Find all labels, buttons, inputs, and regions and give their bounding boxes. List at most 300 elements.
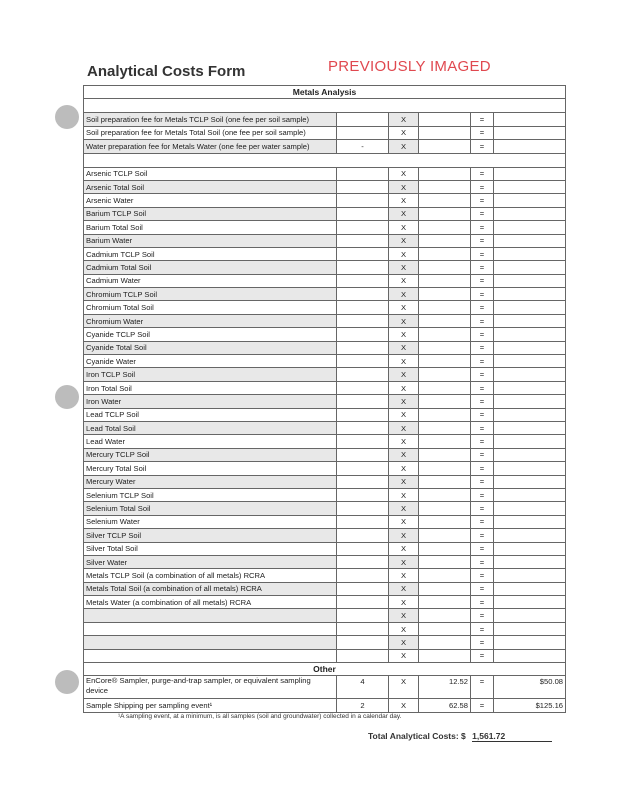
line-total-cell xyxy=(494,488,566,501)
analytical-costs-table xyxy=(83,85,566,713)
unit-cost-cell xyxy=(419,435,471,448)
form-title: Analytical Costs Form xyxy=(87,63,246,80)
times-sign: X xyxy=(389,207,419,220)
unit-cost-cell xyxy=(419,529,471,542)
unit-cost-cell xyxy=(419,421,471,434)
metal-analysis-row xyxy=(84,462,566,475)
unit-cost-cell xyxy=(419,448,471,461)
metal-analysis-row xyxy=(84,234,566,247)
metal-analysis-row xyxy=(84,381,566,394)
item-description: Selenium Water xyxy=(84,515,337,528)
line-total-cell xyxy=(494,609,566,622)
line-total-cell xyxy=(494,207,566,220)
times-sign: X xyxy=(389,622,419,635)
item-description: Mercury Total Soil xyxy=(84,462,337,475)
line-total-cell xyxy=(494,274,566,287)
line-total-cell xyxy=(494,649,566,662)
quantity-cell xyxy=(337,408,389,421)
quantity-cell xyxy=(337,288,389,301)
quantity-cell xyxy=(337,636,389,649)
metal-analysis-row xyxy=(84,636,566,649)
equals-sign: = xyxy=(471,448,494,461)
unit-cost-cell xyxy=(419,488,471,501)
quantity-cell xyxy=(337,301,389,314)
line-total-cell: $125.16 xyxy=(494,699,566,712)
unit-cost-cell xyxy=(419,180,471,193)
item-description: Arsenic Total Soil xyxy=(84,180,337,193)
equals-sign: = xyxy=(471,355,494,368)
line-total-cell xyxy=(494,221,566,234)
line-total-cell xyxy=(494,408,566,421)
times-sign: X xyxy=(389,649,419,662)
equals-sign: = xyxy=(471,341,494,354)
metal-analysis-row xyxy=(84,355,566,368)
unit-cost-cell xyxy=(419,328,471,341)
metal-analysis-row xyxy=(84,314,566,327)
item-description: Silver TCLP Soil xyxy=(84,529,337,542)
item-description: Cadmium TCLP Soil xyxy=(84,247,337,260)
equals-sign: = xyxy=(471,596,494,609)
prep-fee-row xyxy=(84,126,566,139)
item-description: EnCore® Sampler, purge-and-trap sampler, or equivalent sampling device xyxy=(84,676,337,699)
unit-cost-cell xyxy=(419,261,471,274)
quantity-cell xyxy=(337,234,389,247)
line-total-cell xyxy=(494,194,566,207)
times-sign: X xyxy=(389,368,419,381)
item-description: Soil preparation fee for Metals TCLP Soil (one fee per soil sample) xyxy=(84,113,337,126)
equals-sign: = xyxy=(471,180,494,193)
quantity-cell xyxy=(337,207,389,220)
times-sign: X xyxy=(389,569,419,582)
equals-sign: = xyxy=(471,569,494,582)
quantity-cell xyxy=(337,488,389,501)
times-sign: X xyxy=(389,113,419,126)
unit-cost-cell xyxy=(419,314,471,327)
equals-sign: = xyxy=(471,649,494,662)
item-description: Iron TCLP Soil xyxy=(84,368,337,381)
line-total-cell xyxy=(494,341,566,354)
times-sign: X xyxy=(389,435,419,448)
equals-sign: = xyxy=(471,301,494,314)
equals-sign: = xyxy=(471,435,494,448)
item-description: Cadmium Total Soil xyxy=(84,261,337,274)
times-sign: X xyxy=(389,261,419,274)
line-total-cell xyxy=(494,475,566,488)
quantity-cell xyxy=(337,448,389,461)
item-description: Arsenic TCLP Soil xyxy=(84,167,337,180)
unit-cost-cell xyxy=(419,622,471,635)
quantity-cell xyxy=(337,355,389,368)
metal-analysis-row xyxy=(84,167,566,180)
equals-sign: = xyxy=(471,529,494,542)
line-total-cell xyxy=(494,247,566,260)
unit-cost-cell xyxy=(419,596,471,609)
unit-cost-cell xyxy=(419,301,471,314)
metals-section-header xyxy=(84,86,566,99)
equals-sign: = xyxy=(471,234,494,247)
quantity-cell xyxy=(337,529,389,542)
metal-analysis-row xyxy=(84,649,566,662)
item-description: Cyanide Total Soil xyxy=(84,341,337,354)
quantity-cell xyxy=(337,649,389,662)
quantity-cell xyxy=(337,274,389,287)
unit-cost-cell xyxy=(419,475,471,488)
times-sign: X xyxy=(389,676,419,699)
times-sign: X xyxy=(389,636,419,649)
item-description: Sample Shipping per sampling event¹ xyxy=(84,699,337,712)
times-sign: X xyxy=(389,699,419,712)
unit-cost-cell xyxy=(419,274,471,287)
times-sign: X xyxy=(389,395,419,408)
metal-analysis-row xyxy=(84,448,566,461)
prep-fee-row xyxy=(84,113,566,126)
line-total-cell xyxy=(494,596,566,609)
item-description: Metals TCLP Soil (a combination of all metals) RCRA xyxy=(84,569,337,582)
metal-analysis-row xyxy=(84,341,566,354)
quantity-cell xyxy=(337,261,389,274)
times-sign: X xyxy=(389,274,419,287)
line-total-cell xyxy=(494,288,566,301)
line-total-cell xyxy=(494,542,566,555)
times-sign: X xyxy=(389,167,419,180)
times-sign: X xyxy=(389,381,419,394)
line-total-cell xyxy=(494,395,566,408)
line-total-cell xyxy=(494,113,566,126)
times-sign: X xyxy=(389,301,419,314)
times-sign: X xyxy=(389,194,419,207)
times-sign: X xyxy=(389,341,419,354)
line-total-cell xyxy=(494,435,566,448)
equals-sign: = xyxy=(471,582,494,595)
metal-analysis-row xyxy=(84,596,566,609)
unit-cost-cell xyxy=(419,126,471,139)
equals-sign: = xyxy=(471,274,494,287)
item-description: Barium Total Soil xyxy=(84,221,337,234)
times-sign: X xyxy=(389,555,419,568)
equals-sign: = xyxy=(471,421,494,434)
equals-sign: = xyxy=(471,381,494,394)
unit-cost-cell: 62.58 xyxy=(419,699,471,712)
equals-sign: = xyxy=(471,622,494,635)
metal-analysis-row xyxy=(84,261,566,274)
metal-analysis-row xyxy=(84,301,566,314)
equals-sign: = xyxy=(471,288,494,301)
line-total-cell xyxy=(494,502,566,515)
times-sign: X xyxy=(389,180,419,193)
unit-cost-cell xyxy=(419,502,471,515)
item-description: Metals Water (a combination of all metals) RCRA xyxy=(84,596,337,609)
times-sign: X xyxy=(389,314,419,327)
quantity-cell: 4 xyxy=(337,676,389,699)
equals-sign: = xyxy=(471,368,494,381)
unit-cost-cell xyxy=(419,462,471,475)
item-description: Soil preparation fee for Metals Total Soil (one fee per soil sample) xyxy=(84,126,337,139)
item-description xyxy=(84,649,337,662)
equals-sign: = xyxy=(471,113,494,126)
unit-cost-cell xyxy=(419,569,471,582)
unit-cost-cell xyxy=(419,234,471,247)
metal-analysis-row xyxy=(84,502,566,515)
item-description: Cyanide Water xyxy=(84,355,337,368)
line-total-cell xyxy=(494,582,566,595)
metal-analysis-row xyxy=(84,515,566,528)
quantity-cell xyxy=(337,502,389,515)
metal-analysis-row xyxy=(84,488,566,501)
item-description: Barium Water xyxy=(84,234,337,247)
quantity-cell: - xyxy=(337,140,389,153)
total-value: 1,561.72 xyxy=(472,731,552,742)
equals-sign: = xyxy=(471,502,494,515)
times-sign: X xyxy=(389,421,419,434)
other-section-header xyxy=(84,663,566,676)
blank-cell xyxy=(84,153,566,167)
unit-cost-cell xyxy=(419,515,471,528)
metal-analysis-row xyxy=(84,194,566,207)
metals-section-title: Metals Analysis xyxy=(84,86,566,99)
quantity-cell xyxy=(337,194,389,207)
quantity-cell xyxy=(337,462,389,475)
item-description: Cyanide TCLP Soil xyxy=(84,328,337,341)
unit-cost-cell xyxy=(419,649,471,662)
line-total-cell xyxy=(494,301,566,314)
times-sign: X xyxy=(389,542,419,555)
item-description: Silver Water xyxy=(84,555,337,568)
metal-analysis-row xyxy=(84,207,566,220)
quantity-cell xyxy=(337,555,389,568)
other-section-title: Other xyxy=(84,663,566,676)
unit-cost-cell xyxy=(419,140,471,153)
metal-analysis-row xyxy=(84,435,566,448)
times-sign: X xyxy=(389,462,419,475)
metal-analysis-row xyxy=(84,569,566,582)
line-total-cell: $50.08 xyxy=(494,676,566,699)
unit-cost-cell xyxy=(419,288,471,301)
item-description: Cadmium Water xyxy=(84,274,337,287)
unit-cost-cell xyxy=(419,582,471,595)
times-sign: X xyxy=(389,502,419,515)
quantity-cell xyxy=(337,582,389,595)
times-sign: X xyxy=(389,126,419,139)
equals-sign: = xyxy=(471,247,494,260)
unit-cost-cell xyxy=(419,381,471,394)
quantity-cell xyxy=(337,515,389,528)
item-description: Mercury TCLP Soil xyxy=(84,448,337,461)
prep-fee-row xyxy=(84,140,566,153)
metal-analysis-row xyxy=(84,221,566,234)
line-total-cell xyxy=(494,622,566,635)
unit-cost-cell xyxy=(419,247,471,260)
total-analytical-costs xyxy=(368,731,552,742)
times-sign: X xyxy=(389,355,419,368)
line-total-cell xyxy=(494,555,566,568)
quantity-cell: 2 xyxy=(337,699,389,712)
quantity-cell xyxy=(337,395,389,408)
times-sign: X xyxy=(389,247,419,260)
times-sign: X xyxy=(389,328,419,341)
metal-analysis-row xyxy=(84,555,566,568)
item-description: Water preparation fee for Metals Water (one fee per water sample) xyxy=(84,140,337,153)
footnote: ¹A sampling event, at a minimum, is all samples (soil and groundwater) collected in a calendar day. xyxy=(118,713,402,720)
metal-analysis-row xyxy=(84,609,566,622)
item-description: Chromium TCLP Soil xyxy=(84,288,337,301)
equals-sign: = xyxy=(471,408,494,421)
metal-analysis-row xyxy=(84,529,566,542)
item-description: Silver Total Soil xyxy=(84,542,337,555)
quantity-cell xyxy=(337,421,389,434)
item-description: Chromium Total Soil xyxy=(84,301,337,314)
line-total-cell xyxy=(494,529,566,542)
equals-sign: = xyxy=(471,207,494,220)
line-total-cell xyxy=(494,140,566,153)
equals-sign: = xyxy=(471,328,494,341)
quantity-cell xyxy=(337,328,389,341)
times-sign: X xyxy=(389,288,419,301)
item-description: Lead Total Soil xyxy=(84,421,337,434)
times-sign: X xyxy=(389,596,419,609)
line-total-cell xyxy=(494,636,566,649)
quantity-cell xyxy=(337,435,389,448)
line-total-cell xyxy=(494,328,566,341)
metal-analysis-row xyxy=(84,475,566,488)
quantity-cell xyxy=(337,381,389,394)
other-cost-row xyxy=(84,699,566,712)
unit-cost-cell xyxy=(419,167,471,180)
times-sign: X xyxy=(389,234,419,247)
equals-sign: = xyxy=(471,221,494,234)
metal-analysis-row xyxy=(84,542,566,555)
times-sign: X xyxy=(389,515,419,528)
metal-analysis-row xyxy=(84,368,566,381)
quantity-cell xyxy=(337,314,389,327)
metal-analysis-row xyxy=(84,328,566,341)
line-total-cell xyxy=(494,126,566,139)
times-sign: X xyxy=(389,408,419,421)
line-total-cell xyxy=(494,462,566,475)
line-total-cell xyxy=(494,515,566,528)
equals-sign: = xyxy=(471,488,494,501)
metal-analysis-row xyxy=(84,582,566,595)
line-total-cell xyxy=(494,421,566,434)
blank-cell xyxy=(84,99,566,113)
item-description xyxy=(84,609,337,622)
quantity-cell xyxy=(337,475,389,488)
metal-analysis-row xyxy=(84,247,566,260)
unit-cost-cell xyxy=(419,355,471,368)
item-description: Selenium Total Soil xyxy=(84,502,337,515)
unit-cost-cell xyxy=(419,408,471,421)
equals-sign: = xyxy=(471,699,494,712)
item-description: Mercury Water xyxy=(84,475,337,488)
unit-cost-cell xyxy=(419,368,471,381)
item-description: Iron Total Soil xyxy=(84,381,337,394)
quantity-cell xyxy=(337,167,389,180)
line-total-cell xyxy=(494,381,566,394)
equals-sign: = xyxy=(471,475,494,488)
equals-sign: = xyxy=(471,462,494,475)
metal-analysis-row xyxy=(84,180,566,193)
item-description xyxy=(84,636,337,649)
line-total-cell xyxy=(494,569,566,582)
quantity-cell xyxy=(337,622,389,635)
times-sign: X xyxy=(389,529,419,542)
metal-analysis-row xyxy=(84,395,566,408)
quantity-cell xyxy=(337,180,389,193)
quantity-cell xyxy=(337,247,389,260)
equals-sign: = xyxy=(471,167,494,180)
quantity-cell xyxy=(337,113,389,126)
unit-cost-cell xyxy=(419,341,471,354)
punch-hole xyxy=(55,385,79,409)
equals-sign: = xyxy=(471,609,494,622)
line-total-cell xyxy=(494,368,566,381)
item-description: Arsenic Water xyxy=(84,194,337,207)
equals-sign: = xyxy=(471,555,494,568)
equals-sign: = xyxy=(471,676,494,699)
item-description: Chromium Water xyxy=(84,314,337,327)
times-sign: X xyxy=(389,448,419,461)
blank-row xyxy=(84,99,566,113)
equals-sign: = xyxy=(471,636,494,649)
line-total-cell xyxy=(494,448,566,461)
line-total-cell xyxy=(494,355,566,368)
item-description: Iron Water xyxy=(84,395,337,408)
quantity-cell xyxy=(337,368,389,381)
unit-cost-cell xyxy=(419,207,471,220)
unit-cost-cell xyxy=(419,113,471,126)
equals-sign: = xyxy=(471,194,494,207)
quantity-cell xyxy=(337,596,389,609)
punch-hole xyxy=(55,105,79,129)
previously-imaged-stamp: PREVIOUSLY IMAGED xyxy=(328,58,491,75)
other-cost-row xyxy=(84,676,566,699)
metal-analysis-row xyxy=(84,288,566,301)
item-description: Lead TCLP Soil xyxy=(84,408,337,421)
quantity-cell xyxy=(337,221,389,234)
punch-hole xyxy=(55,670,79,694)
equals-sign: = xyxy=(471,395,494,408)
unit-cost-cell xyxy=(419,636,471,649)
quantity-cell xyxy=(337,126,389,139)
times-sign: X xyxy=(389,488,419,501)
equals-sign: = xyxy=(471,261,494,274)
unit-cost-cell xyxy=(419,221,471,234)
line-total-cell xyxy=(494,180,566,193)
unit-cost-cell xyxy=(419,194,471,207)
unit-cost-cell: 12.52 xyxy=(419,676,471,699)
metal-analysis-row xyxy=(84,408,566,421)
times-sign: X xyxy=(389,609,419,622)
quantity-cell xyxy=(337,542,389,555)
quantity-cell xyxy=(337,609,389,622)
times-sign: X xyxy=(389,475,419,488)
item-description: Metals Total Soil (a combination of all metals) RCRA xyxy=(84,582,337,595)
times-sign: X xyxy=(389,582,419,595)
line-total-cell xyxy=(494,314,566,327)
times-sign: X xyxy=(389,140,419,153)
line-total-cell xyxy=(494,261,566,274)
equals-sign: = xyxy=(471,140,494,153)
equals-sign: = xyxy=(471,314,494,327)
line-total-cell xyxy=(494,167,566,180)
equals-sign: = xyxy=(471,542,494,555)
metal-analysis-row xyxy=(84,421,566,434)
unit-cost-cell xyxy=(419,542,471,555)
equals-sign: = xyxy=(471,126,494,139)
total-label: Total Analytical Costs: $ xyxy=(368,731,466,741)
unit-cost-cell xyxy=(419,555,471,568)
unit-cost-cell xyxy=(419,609,471,622)
blank-row xyxy=(84,153,566,167)
